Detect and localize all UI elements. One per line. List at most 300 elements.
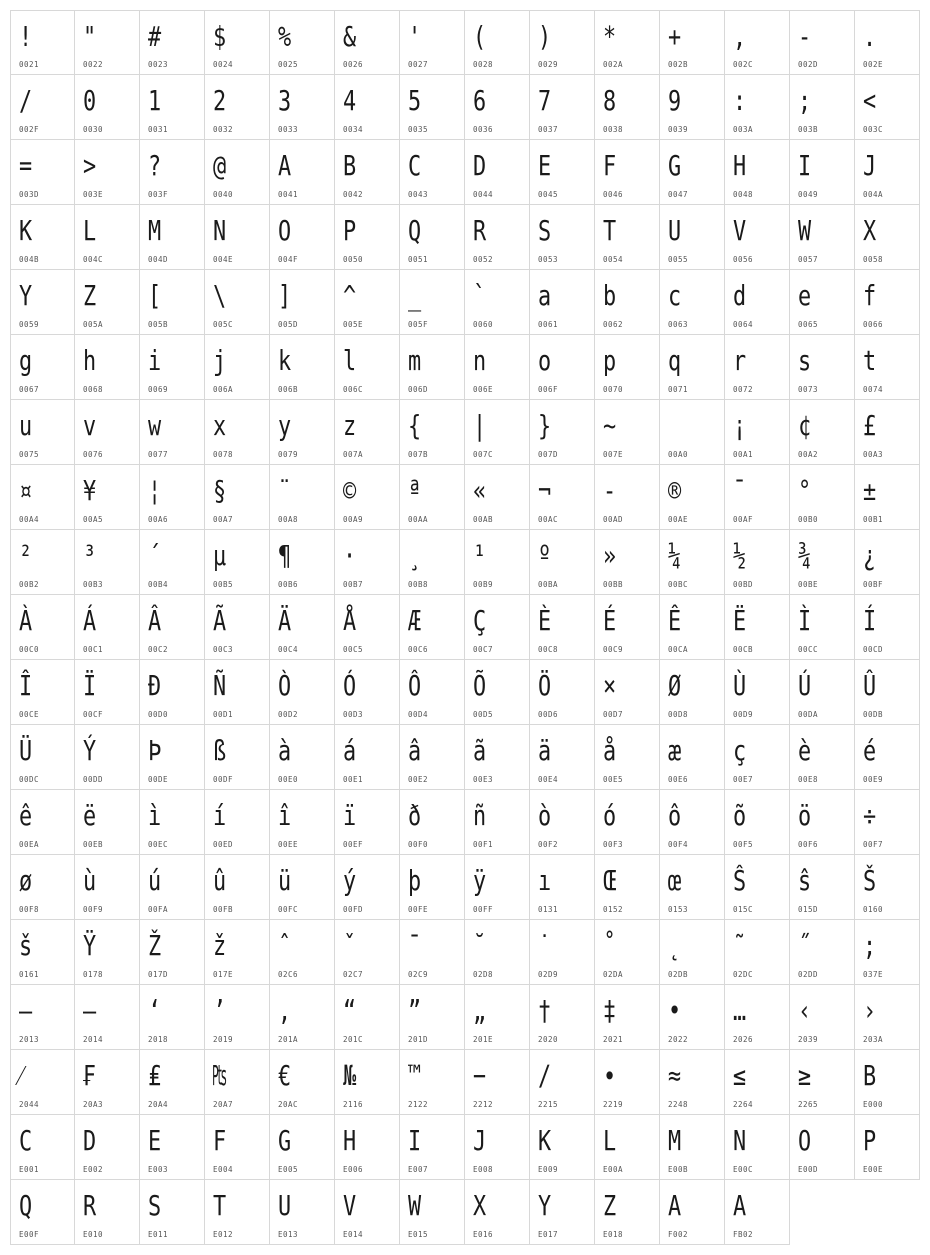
- glyph-codepoint: 00E7: [733, 775, 754, 784]
- glyph-codepoint: 0031: [148, 125, 169, 134]
- glyph-sample: 9: [668, 84, 682, 117]
- glyph-codepoint: 017D: [148, 970, 169, 979]
- glyph-codepoint: 0051: [408, 255, 429, 264]
- glyph-codepoint: 20A4: [148, 1100, 169, 1109]
- glyph-cell: [530, 725, 595, 790]
- glyph-codepoint: 0064: [733, 320, 754, 329]
- glyph-cell: [270, 140, 335, 205]
- glyph-codepoint: 00B1: [863, 515, 884, 524]
- glyph-cell: [465, 335, 530, 400]
- glyph-sample: L: [83, 214, 97, 247]
- glyph-cell: [10, 400, 75, 465]
- glyph-sample: È: [538, 604, 552, 637]
- glyph-codepoint: 2020: [538, 1035, 559, 1044]
- glyph-cell: [465, 985, 530, 1050]
- glyph-sample: U: [278, 1189, 292, 1222]
- glyph-codepoint: 2122: [408, 1100, 429, 1109]
- glyph-sample: ó: [603, 799, 617, 832]
- glyph-codepoint: 201E: [473, 1035, 494, 1044]
- glyph-sample: @: [213, 149, 227, 182]
- glyph-sample: ‡: [603, 994, 617, 1027]
- glyph-codepoint: 004F: [278, 255, 299, 264]
- glyph-sample: Ã: [213, 604, 227, 637]
- glyph-sample: Ñ: [213, 669, 227, 702]
- glyph-codepoint: 201C: [343, 1035, 364, 1044]
- glyph-cell: [465, 920, 530, 985]
- glyph-codepoint: 00D2: [278, 710, 299, 719]
- glyph-cell: [595, 10, 660, 75]
- glyph-codepoint: E003: [148, 1165, 169, 1174]
- glyph-codepoint: 003A: [733, 125, 754, 134]
- glyph-sample: ;: [798, 84, 812, 117]
- glyph-codepoint: E018: [603, 1230, 624, 1239]
- glyph-cell: [400, 855, 465, 920]
- glyph-codepoint: 004C: [83, 255, 104, 264]
- glyph-cell: [465, 790, 530, 855]
- glyph-sample: <: [863, 84, 877, 117]
- glyph-codepoint: 02C6: [278, 970, 299, 979]
- glyph-codepoint: 0075: [19, 450, 40, 459]
- glyph-cell: [530, 920, 595, 985]
- glyph-cell: [400, 1115, 465, 1180]
- glyph-cell: [855, 920, 920, 985]
- glyph-cell: [530, 1050, 595, 1115]
- glyph-cell: [75, 790, 140, 855]
- glyph-cell: [530, 465, 595, 530]
- glyph-sample: o: [538, 344, 552, 377]
- glyph-sample: ð: [408, 799, 422, 832]
- glyph-cell: [660, 1115, 725, 1180]
- glyph-cell: [595, 270, 660, 335]
- glyph-cell: [660, 985, 725, 1050]
- glyph-cell: [530, 1115, 595, 1180]
- glyph-cell: [595, 1180, 660, 1245]
- glyph-cell: [595, 660, 660, 725]
- glyph-codepoint: 00B7: [343, 580, 364, 589]
- glyph-cell: [595, 790, 660, 855]
- glyph-cell: [530, 140, 595, 205]
- glyph-cell: [335, 400, 400, 465]
- glyph-sample: ú: [148, 864, 162, 897]
- glyph-cell: [400, 1180, 465, 1245]
- glyph-codepoint: 02DA: [603, 970, 624, 979]
- glyph-cell: [335, 205, 400, 270]
- glyph-sample: ’: [213, 994, 227, 1027]
- glyph-cell: [660, 595, 725, 660]
- glyph-codepoint: 00CD: [863, 645, 884, 654]
- glyph-sample: /: [19, 84, 33, 117]
- glyph-cell: [595, 1115, 660, 1180]
- glyph-sample: P: [343, 214, 357, 247]
- glyph-sample: a: [538, 279, 552, 312]
- glyph-sample: ß: [213, 734, 227, 767]
- glyph-codepoint: 004E: [213, 255, 234, 264]
- glyph-cell: [595, 530, 660, 595]
- glyph-cell: [10, 75, 75, 140]
- glyph-sample: e: [798, 279, 812, 312]
- glyph-sample: |: [473, 409, 487, 442]
- glyph-sample: Z: [603, 1189, 617, 1222]
- glyph-sample: S: [148, 1189, 162, 1222]
- glyph-cell: [465, 855, 530, 920]
- glyph-cell: [75, 75, 140, 140]
- glyph-cell: [725, 10, 790, 75]
- glyph-sample: −: [473, 1059, 487, 1092]
- glyph-cell: [205, 595, 270, 660]
- glyph-codepoint: 002A: [603, 60, 624, 69]
- glyph-cell: [855, 140, 920, 205]
- glyph-codepoint: 00EF: [343, 840, 364, 849]
- glyph-codepoint: E008: [473, 1165, 494, 1174]
- glyph-codepoint: 006D: [408, 385, 429, 394]
- glyph-codepoint: E001: [19, 1165, 40, 1174]
- glyph-cell: [270, 660, 335, 725]
- glyph-cell: [270, 270, 335, 335]
- glyph-codepoint: 00D8: [668, 710, 689, 719]
- glyph-sample: 7: [538, 84, 552, 117]
- glyph-sample: C: [408, 149, 422, 182]
- glyph-codepoint: 0070: [603, 385, 624, 394]
- glyph-cell: [725, 985, 790, 1050]
- glyph-codepoint: 00C4: [278, 645, 299, 654]
- glyph-sample: ö: [798, 799, 812, 832]
- glyph-codepoint: 00CB: [733, 645, 754, 654]
- glyph-cell: [790, 920, 855, 985]
- glyph-sample: 2: [213, 84, 227, 117]
- glyph-sample: ≤: [733, 1059, 747, 1092]
- glyph-codepoint: 00B4: [148, 580, 169, 589]
- glyph-sample: †: [538, 994, 552, 1027]
- glyph-sample: Ë: [733, 604, 747, 637]
- glyph-cell: [790, 10, 855, 75]
- glyph-sample: ¶: [278, 539, 292, 572]
- glyph-sample: \: [213, 279, 227, 312]
- glyph-cell: [465, 1050, 530, 1115]
- glyph-cell: [10, 985, 75, 1050]
- glyph-codepoint: 003B: [798, 125, 819, 134]
- glyph-codepoint: 0065: [798, 320, 819, 329]
- glyph-codepoint: 0078: [213, 450, 234, 459]
- glyph-cell: [335, 985, 400, 1050]
- glyph-cell: [595, 595, 660, 660]
- glyph-codepoint: 00AF: [733, 515, 754, 524]
- glyph-codepoint: 007A: [343, 450, 364, 459]
- glyph-codepoint: 2215: [538, 1100, 559, 1109]
- glyph-sample: ": [83, 20, 97, 53]
- glyph-codepoint: 00FE: [408, 905, 429, 914]
- glyph-sample: d: [733, 279, 747, 312]
- glyph-cell: [335, 660, 400, 725]
- glyph-sample: ˛: [668, 929, 682, 962]
- glyph-codepoint: 0063: [668, 320, 689, 329]
- glyph-sample: -: [798, 20, 812, 53]
- glyph-codepoint: 0026: [343, 60, 364, 69]
- glyph-cell: [400, 985, 465, 1050]
- glyph-cell: [400, 595, 465, 660]
- glyph-codepoint: 00AD: [603, 515, 624, 524]
- glyph-codepoint: 0056: [733, 255, 754, 264]
- glyph-codepoint: 00CE: [19, 710, 40, 719]
- glyph-codepoint: 02C9: [408, 970, 429, 979]
- glyph-codepoint: 002E: [863, 60, 884, 69]
- glyph-sample: ,: [733, 20, 747, 53]
- glyph-sample: L: [603, 1124, 617, 1157]
- glyph-codepoint: 0071: [668, 385, 689, 394]
- glyph-cell: [725, 530, 790, 595]
- glyph-codepoint: 005F: [408, 320, 429, 329]
- glyph-codepoint: E00D: [798, 1165, 819, 1174]
- glyph-cell: [465, 530, 530, 595]
- glyph-sample: Å: [343, 604, 357, 637]
- glyph-codepoint: E005: [278, 1165, 299, 1174]
- glyph-codepoint: 00BA: [538, 580, 559, 589]
- glyph-sample: ï: [343, 799, 357, 832]
- glyph-codepoint: 004A: [863, 190, 884, 199]
- glyph-sample: ¿: [863, 539, 877, 572]
- glyph-sample: ™: [408, 1059, 422, 1092]
- glyph-cell: [725, 855, 790, 920]
- glyph-codepoint: 0035: [408, 125, 429, 134]
- glyph-codepoint: 20AC: [278, 1100, 299, 1109]
- glyph-codepoint: E017: [538, 1230, 559, 1239]
- glyph-cell: [725, 1050, 790, 1115]
- glyph-sample: ›: [863, 994, 877, 1027]
- glyph-codepoint: 00F0: [408, 840, 429, 849]
- glyph-codepoint: E002: [83, 1165, 104, 1174]
- glyph-codepoint: 0060: [473, 320, 494, 329]
- glyph-cell: [270, 335, 335, 400]
- glyph-sample: W: [408, 1189, 422, 1222]
- glyph-codepoint: 0049: [798, 190, 819, 199]
- glyph-sample: «: [473, 474, 487, 507]
- glyph-cell: [465, 205, 530, 270]
- glyph-codepoint: 007E: [603, 450, 624, 459]
- glyph-cell: [335, 790, 400, 855]
- glyph-cell: [75, 920, 140, 985]
- glyph-sample: Â: [148, 604, 162, 637]
- glyph-sample: :: [733, 84, 747, 117]
- glyph-cell: [660, 1050, 725, 1115]
- glyph-codepoint: 00D9: [733, 710, 754, 719]
- glyph-sample: ¾: [798, 539, 812, 572]
- glyph-cell: [400, 530, 465, 595]
- glyph-cell: [140, 1180, 205, 1245]
- glyph-cell: [335, 465, 400, 530]
- glyph-cell: [335, 725, 400, 790]
- glyph-codepoint: 02C7: [343, 970, 364, 979]
- glyph-cell: [855, 530, 920, 595]
- glyph-sample: `: [473, 279, 487, 312]
- glyph-sample: î: [278, 799, 292, 832]
- glyph-cell: [335, 1180, 400, 1245]
- glyph-cell: [75, 855, 140, 920]
- glyph-cell: [10, 465, 75, 530]
- glyph-cell: [140, 205, 205, 270]
- glyph-codepoint: E00C: [733, 1165, 754, 1174]
- glyph-sample: Ÿ: [83, 929, 97, 962]
- glyph-sample: ₣: [83, 1059, 97, 1092]
- glyph-cell: [465, 75, 530, 140]
- glyph-cell: [790, 1115, 855, 1180]
- glyph-cell: [335, 10, 400, 75]
- glyph-sample: R: [83, 1189, 97, 1222]
- glyph-sample: Ì: [798, 604, 812, 637]
- glyph-codepoint: 00C1: [83, 645, 104, 654]
- glyph-cell: [10, 660, 75, 725]
- glyph-codepoint: 00A6: [148, 515, 169, 524]
- glyph-codepoint: 00F2: [538, 840, 559, 849]
- glyph-codepoint: 2022: [668, 1035, 689, 1044]
- glyph-sample: j: [213, 344, 227, 377]
- glyph-sample: ∕: [538, 1059, 552, 1092]
- glyph-cell: [205, 1180, 270, 1245]
- glyph-codepoint: 006A: [213, 385, 234, 394]
- glyph-codepoint: 02DD: [798, 970, 819, 979]
- glyph-cell: [10, 1115, 75, 1180]
- glyph-sample: $: [213, 20, 227, 53]
- glyph-cell: [10, 270, 75, 335]
- glyph-sample: š: [19, 929, 33, 962]
- glyph-cell: [270, 920, 335, 985]
- glyph-cell: [205, 400, 270, 465]
- glyph-codepoint: 00FC: [278, 905, 299, 914]
- glyph-sample: ]: [278, 279, 292, 312]
- glyph-cell: [660, 1180, 725, 1245]
- glyph-sample: 6: [473, 84, 487, 117]
- glyph-cell: [855, 1050, 920, 1115]
- glyph-sample: ‘: [148, 994, 162, 1027]
- glyph-sample: ž: [213, 929, 227, 962]
- glyph-codepoint: 006F: [538, 385, 559, 394]
- glyph-cell: [530, 985, 595, 1050]
- glyph-cell: [660, 75, 725, 140]
- glyph-codepoint: E010: [83, 1230, 104, 1239]
- glyph-cell: [140, 725, 205, 790]
- glyph-cell: [855, 725, 920, 790]
- glyph-sample: s: [798, 344, 812, 377]
- glyph-codepoint: 00E2: [408, 775, 429, 784]
- glyph-codepoint: 0030: [83, 125, 104, 134]
- glyph-cell: [270, 465, 335, 530]
- glyph-cell: [10, 530, 75, 595]
- glyph-sample: Þ: [148, 734, 162, 767]
- glyph-cell: [855, 205, 920, 270]
- glyph-cell: [140, 465, 205, 530]
- glyph-sample: G: [278, 1124, 292, 1157]
- glyph-codepoint: 00CA: [668, 645, 689, 654]
- glyph-sample: º: [538, 539, 552, 572]
- glyph-codepoint: 00BF: [863, 580, 884, 589]
- glyph-cell: [10, 920, 75, 985]
- glyph-cell: [270, 725, 335, 790]
- glyph-codepoint: 00C9: [603, 645, 624, 654]
- glyph-sample: T: [603, 214, 617, 247]
- glyph-sample: R: [473, 214, 487, 247]
- glyph-sample: í: [213, 799, 227, 832]
- glyph-cell: [790, 660, 855, 725]
- glyph-sample: ?: [148, 149, 162, 182]
- glyph-codepoint: 015C: [733, 905, 754, 914]
- glyph-cell: [465, 400, 530, 465]
- glyph-cell: [595, 400, 660, 465]
- glyph-codepoint: 0160: [863, 905, 884, 914]
- glyph-codepoint: 00FD: [343, 905, 364, 914]
- glyph-sample: ì: [148, 799, 162, 832]
- glyph-sample: Í: [863, 604, 877, 637]
- glyph-cell: [400, 140, 465, 205]
- glyph-cell: [660, 10, 725, 75]
- glyph-sample: æ: [668, 734, 682, 767]
- glyph-sample: m: [408, 344, 422, 377]
- glyph-cell: [75, 205, 140, 270]
- glyph-codepoint: 0041: [278, 190, 299, 199]
- glyph-sample: ÿ: [473, 864, 487, 897]
- glyph-cell: [140, 920, 205, 985]
- glyph-cell: [270, 985, 335, 1050]
- glyph-sample: Ó: [343, 669, 357, 702]
- glyph-cell: [335, 530, 400, 595]
- glyph-sample: ³: [83, 539, 97, 572]
- glyph-sample: [: [148, 279, 162, 312]
- glyph-sample: ˆ: [278, 929, 292, 962]
- glyph-cell: [400, 790, 465, 855]
- glyph-cell: [205, 75, 270, 140]
- glyph-cell: [790, 855, 855, 920]
- glyph-codepoint: 203A: [863, 1035, 884, 1044]
- glyph-codepoint: 00BE: [798, 580, 819, 589]
- glyph-cell: [855, 985, 920, 1050]
- glyph-codepoint: 02DC: [733, 970, 754, 979]
- glyph-sample: v: [83, 409, 97, 442]
- glyph-codepoint: 201D: [408, 1035, 429, 1044]
- glyph-cell: [790, 985, 855, 1050]
- glyph-cell: [790, 335, 855, 400]
- glyph-cell: [75, 465, 140, 530]
- glyph-sample: M: [668, 1124, 682, 1157]
- glyph-sample: O: [798, 1124, 812, 1157]
- glyph-codepoint: 00EA: [19, 840, 40, 849]
- glyph-codepoint: 00AE: [668, 515, 689, 524]
- glyph-sample: ¹: [473, 539, 487, 572]
- glyph-codepoint: 20A3: [83, 1100, 104, 1109]
- glyph-sample: ): [538, 20, 552, 53]
- glyph-codepoint: 0062: [603, 320, 624, 329]
- glyph-sample: Ò: [278, 669, 292, 702]
- glyph-sample: X: [473, 1189, 487, 1222]
- glyph-codepoint: 00C0: [19, 645, 40, 654]
- glyph-codepoint: 0048: [733, 190, 754, 199]
- glyph-sample: á: [343, 734, 357, 767]
- glyph-cell: [205, 1050, 270, 1115]
- glyph-cell: [660, 855, 725, 920]
- glyph-sample: 1: [148, 84, 162, 117]
- glyph-sample: €: [278, 1059, 292, 1092]
- glyph-cell: [75, 1180, 140, 1245]
- glyph-cell: [10, 1180, 75, 1245]
- glyph-codepoint: 0053: [538, 255, 559, 264]
- glyph-cell: [400, 75, 465, 140]
- glyph-sample: ·: [343, 539, 357, 572]
- glyph-codepoint: 00DB: [863, 710, 884, 719]
- glyph-sample: D: [83, 1124, 97, 1157]
- glyph-sample: Š: [863, 864, 877, 897]
- glyph-sample: F: [213, 1124, 227, 1157]
- glyph-codepoint: 007C: [473, 450, 494, 459]
- glyph-codepoint: 2116: [343, 1100, 364, 1109]
- glyph-sample: è: [798, 734, 812, 767]
- glyph-cell: [205, 270, 270, 335]
- glyph-codepoint: 0131: [538, 905, 559, 914]
